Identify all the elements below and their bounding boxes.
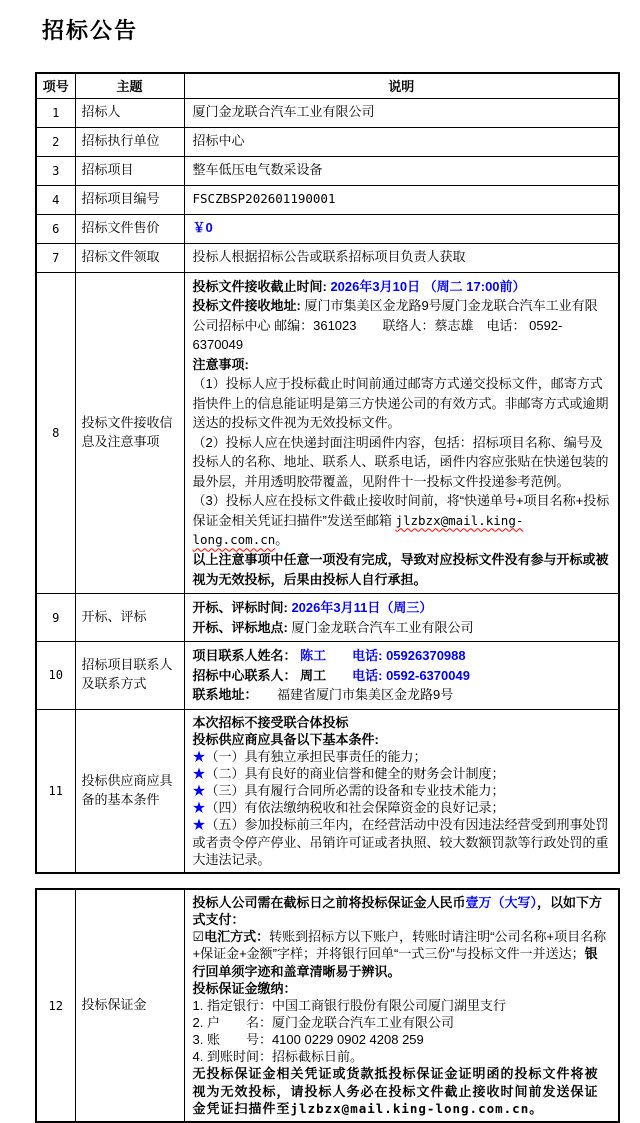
item-no-cell: 8 bbox=[36, 272, 75, 594]
account-name-line: 2. 户 名：厦门金龙联合汽车工业有限公司 bbox=[192, 1015, 454, 1030]
project-contact-name: 陈工 bbox=[300, 648, 327, 663]
item-no-cell: 9 bbox=[36, 594, 75, 642]
checkbox-checked-icon: ☑ bbox=[192, 929, 205, 945]
notice-item-1: （1）投标人应于投标截止时间前通过邮寄方式递交投标文件，邮寄方式指快件上的信息能证明是第三方快递公司的有效方式。非邮寄方式或逾期送达的投标文件视为无效投标文件。 bbox=[192, 376, 609, 430]
bank-line: 1. 指定银行：中国工商银行股份有限公司厦门湖里支行 bbox=[192, 997, 506, 1013]
condition-item: ★（二）具有良好的商业信誉和健全的财务会计制度； bbox=[192, 765, 505, 781]
receive-address-line bbox=[193, 296, 611, 355]
table-row bbox=[36, 185, 619, 214]
deposit-amount: 壹万（大写） bbox=[465, 894, 538, 910]
header-topic: 主题 bbox=[75, 73, 184, 98]
topic-cell: 投标供应商应具备的基本条件 bbox=[75, 709, 184, 873]
star-icon: ★ bbox=[192, 817, 206, 833]
no-joint-bid-note: 本次招标不接受联合体投标 bbox=[192, 714, 349, 730]
deposit-warning: 无投标保证金相关凭证或货款抵投标保证金证明函的投标文件将被视为无效投标，请投标人务必在投标文件截止接收时间前发送保证金凭证扫描件至jlzbzx@mail.king-long.com.cn。 bbox=[192, 1066, 599, 1116]
notice-title: 注意事项: bbox=[192, 356, 249, 372]
topic-cell: 招标人 bbox=[75, 98, 184, 127]
table-row bbox=[36, 243, 619, 272]
desc-cell bbox=[184, 889, 619, 1122]
topic-cell: 投标文件接收信息及注意事项 bbox=[75, 272, 184, 594]
notice-item-3: （3）投标人应在投标文件截止接收时间前，将“快递单号+项目名称+投标保证金相关凭证扫描件”发送至邮箱 jlzbzx@mail.king-long.com.cn。 bbox=[192, 493, 610, 548]
wire-transfer-line: ☑电汇方式：转账到招标方以下账户，转账时请注明“公司名称+项目名称+保证金+金额”字样；并将银行回单“一式三份”与投标文件一并送达；银行回单须字迹和盖章清晰易于辨识。 bbox=[192, 929, 607, 979]
email-text: jlzbzx@mail.king-long.com.cn bbox=[192, 512, 524, 548]
item-no-cell: 7 bbox=[36, 243, 75, 272]
topic-cell: 招标文件领取 bbox=[75, 243, 184, 272]
topic-cell: 开标、评标 bbox=[75, 594, 184, 642]
item-no-cell: 12 bbox=[36, 889, 75, 1122]
item-no-cell: 11 bbox=[36, 709, 75, 873]
item-no-cell: 4 bbox=[36, 185, 75, 214]
condition-item: ★（四）有依法缴纳税收和社会保障资金的良好记录； bbox=[192, 800, 505, 816]
open-bid-time-label: 开标、评标时间: bbox=[192, 600, 292, 615]
header-desc: 说明 bbox=[184, 73, 619, 98]
table-row bbox=[36, 709, 619, 873]
table-row bbox=[36, 272, 619, 594]
condition-item: ★（一）具有独立承担民事责任的能力； bbox=[192, 748, 427, 764]
desc-cell bbox=[184, 709, 619, 873]
deposit-pay-title: 投标保证金缴纳： bbox=[192, 980, 297, 996]
contact-address-value: 福建省厦门市集美区金龙路9号 bbox=[251, 687, 454, 702]
email-text: jlzbzx@mail.king-long.com.cn bbox=[290, 1100, 530, 1116]
header-item-no: 项号 bbox=[36, 73, 75, 98]
account-number-line: 3. 账 号：4100 0229 0902 4208 259 bbox=[192, 1032, 424, 1048]
deadline-value: 2026年3月10日 （周二 17:00前） bbox=[330, 278, 526, 294]
project-contact-phone: 电话: 05926370988 bbox=[326, 648, 466, 663]
announcement-table-deposit bbox=[35, 888, 620, 1123]
project-contact-label: 项目联系人姓名： bbox=[192, 648, 301, 663]
condition-item: ★（三）具有履行合同所必需的设备和专业技术能力； bbox=[192, 783, 505, 799]
center-contact-line bbox=[193, 666, 611, 686]
open-bid-place-line bbox=[193, 618, 611, 638]
desc-cell bbox=[184, 594, 619, 642]
condition-item: ★（五）参加投标前三年内，在经营活动中没有因违法经营受到刑事处罚或者责令停产停业、吊销许可证或者执照、较大数额罚款等行政处罚的重大违法记录。 bbox=[192, 817, 609, 867]
contact-address-line bbox=[193, 685, 611, 705]
item-no-cell: 3 bbox=[36, 156, 75, 185]
doc-price-value: ￥0 bbox=[192, 220, 213, 236]
desc-cell: 厦门金龙联合汽车工业有限公司 bbox=[184, 98, 619, 127]
wire-transfer-label: 电汇方式： bbox=[204, 929, 270, 945]
receive-address-value: 厦门市集美区金龙路9号厦门金龙联合汽车工业有限公司招标中心 邮编：361023 联络人：蔡志雄 电话： 0592-6370049 bbox=[192, 298, 598, 352]
topic-cell: 招标项目编号 bbox=[75, 185, 184, 214]
item-no-cell: 10 bbox=[36, 642, 75, 710]
table-row bbox=[36, 642, 619, 710]
page-title: 招标公告 bbox=[42, 18, 139, 43]
desc-cell: FSCZBSP202601190001 bbox=[184, 185, 619, 214]
item-no-cell: 1 bbox=[36, 98, 75, 127]
desc-cell bbox=[184, 642, 619, 710]
star-icon: ★ bbox=[192, 765, 206, 781]
open-bid-time-line bbox=[193, 598, 611, 618]
item-no-cell: 6 bbox=[36, 214, 75, 243]
notice-warning: 以上注意事项中任意一项没有完成，导致对应投标文件没有参与开标或被视为无效投标，后果由投标人自行承担。 bbox=[192, 552, 609, 587]
star-icon: ★ bbox=[192, 800, 206, 816]
announcement-table-main bbox=[35, 72, 620, 874]
table-row bbox=[36, 156, 619, 185]
table-row bbox=[36, 127, 619, 156]
table-row bbox=[36, 594, 619, 642]
desc-cell: 投标人根据招标公告或联系招标项目负责人获取 bbox=[184, 243, 619, 272]
open-bid-place-label: 开标、评标地点: bbox=[192, 619, 292, 635]
desc-cell bbox=[184, 214, 619, 243]
desc-cell: 整车低压电气数采设备 bbox=[184, 156, 619, 185]
project-contact-line bbox=[193, 646, 611, 666]
deadline-line bbox=[193, 277, 611, 297]
topic-cell: 招标执行单位 bbox=[75, 127, 184, 156]
arrival-time-line: 4. 到账时间：招标截标日前。 bbox=[192, 1049, 363, 1065]
item-no-cell: 2 bbox=[36, 127, 75, 156]
desc-cell: 招标中心 bbox=[184, 127, 619, 156]
topic-cell: 招标项目联系人及联系方式 bbox=[75, 642, 184, 710]
topic-cell: 招标文件售价 bbox=[75, 214, 184, 243]
topic-cell: 投标保证金 bbox=[75, 889, 184, 1122]
header-row bbox=[36, 73, 619, 98]
star-icon: ★ bbox=[192, 783, 206, 799]
notice-item-2: （2）投标人应在快递封面注明函件内容，包括：招标项目名称、编号及投标人的名称、地址、联系人、联系电话，函件内容应张贴在快递包装的最外层，并用透明胶带覆盖，见附件十一投标文件投递参考范例。 bbox=[192, 434, 609, 489]
center-contact-name: 周工 bbox=[300, 667, 327, 683]
deadline-label: 投标文件接收截止时间: bbox=[192, 278, 331, 294]
table-row bbox=[36, 889, 619, 1122]
conditions-title: 投标供应商应具备以下基本条件: bbox=[192, 731, 379, 747]
desc-cell bbox=[184, 272, 619, 594]
receive-address-label: 投标文件接收地址: bbox=[192, 298, 305, 313]
table-row bbox=[36, 98, 619, 127]
star-icon: ★ bbox=[192, 748, 206, 764]
center-contact-phone: 电话: 0592-6370049 bbox=[326, 667, 470, 683]
deposit-intro-line: 投标人公司需在截标日之前将投标保证金人民币壹万（大写），以如下方式支付： bbox=[192, 894, 603, 928]
wire-transfer-bold-note: 银行回单须字迹和盖章清晰易于辨识。 bbox=[192, 946, 598, 979]
contact-address-label: 联系地址： bbox=[192, 687, 252, 702]
center-contact-label: 招标中心联系人： bbox=[192, 667, 301, 683]
topic-cell: 招标项目 bbox=[75, 156, 184, 185]
open-bid-place-value: 厦门金龙联合汽车工业有限公司 bbox=[291, 619, 474, 635]
open-bid-time-value: 2026年3月11日（周三） bbox=[291, 600, 433, 615]
table-row bbox=[36, 214, 619, 243]
